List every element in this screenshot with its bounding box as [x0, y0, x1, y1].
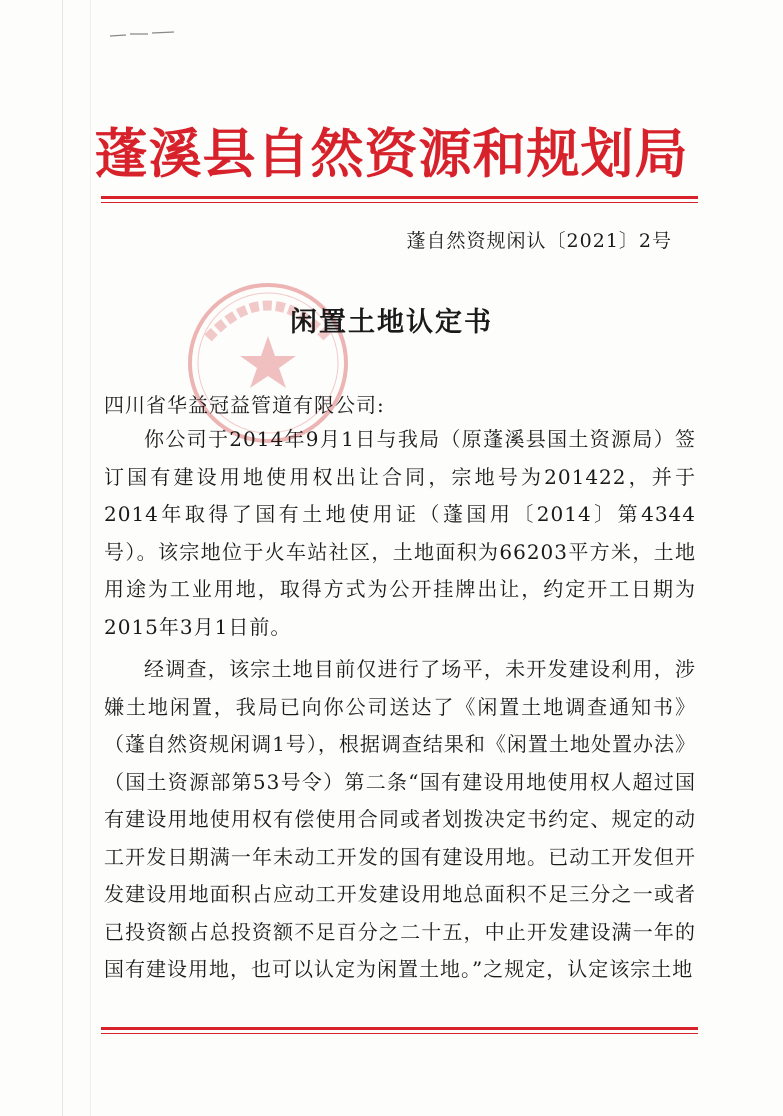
scan-corner-mark	[108, 28, 178, 42]
body-paragraph-2: 经调查，该宗土地目前仅进行了场平，未开发建设利用，涉嫌土地闲置，我局已向你公司送达了《闲置土地调查通知书》（蓬自然资规闲调1号），根据调查结果和《闲置土地处置办法》（国土资源部第53号令）第二条“国有建设用地使用权人超过国有建设用地使用权有偿使用合同或者划拨决定书约定、规定的动工开发日期满一年未动工开发的国有建设用地。已动工开发但开发建设用地面积占应动工开发建设用地总面积不足三分之一或者已投资额占总投资额不足百分之二十五，中止开发建设满一年的国有建设用地，也可以认定为闲置土地。”之规定，认定该宗土地	[104, 657, 696, 981]
agency-name: 蓬溪县自然资源和规划局	[94, 123, 689, 185]
footer-red-rule	[101, 1027, 698, 1030]
addressee: 四川省华益冠益管道有限公司:	[104, 393, 385, 417]
header-red-rule	[101, 196, 698, 199]
document-number: 蓬自然资规闲认〔2021〕2号	[406, 230, 672, 252]
header-red-rule-thin	[101, 202, 698, 203]
body-paragraph-1: 你公司于2014年9月1日与我局（原蓬溪县国土资源局）签订国有建设用地使用权出让合同，宗地号为201422，并于2014年取得了国有土地使用证（蓬国用〔2014〕第4344号）。该宗地位于火车站社区，土地面积为66203平方米，土地用途为工业用地，取得方式为公开挂牌出让，约定开工日期为2015年3月1日前。	[104, 427, 696, 639]
document-title: 闲置土地认定书	[290, 307, 493, 338]
footer-red-rule-thin	[101, 1033, 698, 1034]
